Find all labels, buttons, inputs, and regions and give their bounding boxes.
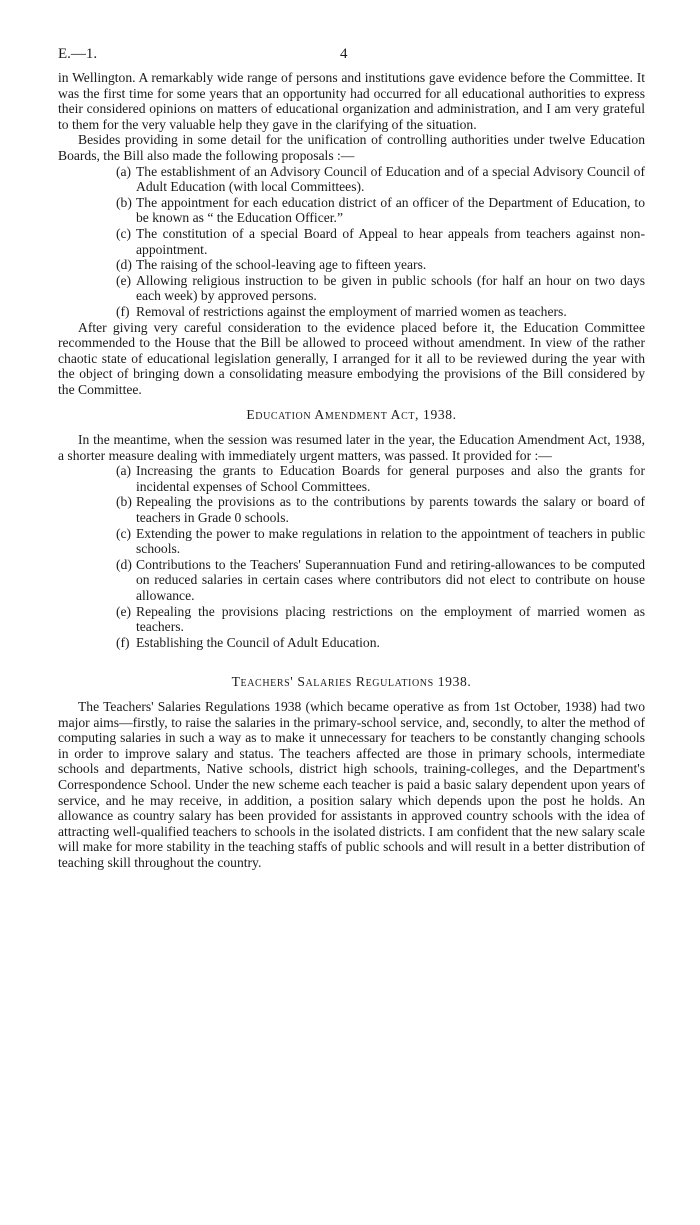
item-label: (a)	[116, 463, 132, 479]
list-item	[58, 164, 645, 195]
item-text: Repealing the provisions as to the contributions by parents towards the salary or board of teachers in Grade 0 schools.	[136, 494, 645, 526]
list-item	[58, 226, 645, 257]
list-item	[58, 273, 645, 304]
item-text: The appointment for each education district of an officer of the Department of Education, to be known as “ the Education Officer.”	[136, 194, 645, 226]
item-text: Contributions to the Teachers' Superannuation Fund and retiring-allowances to be computed on reduced salaries in certain cases where contributors did not elect to contribute on house allowance.	[136, 556, 645, 603]
item-label: (c)	[116, 225, 132, 241]
item-label: (f)	[116, 303, 130, 319]
list-item	[58, 557, 645, 604]
act-provisions-list	[58, 463, 645, 650]
list-item	[58, 494, 645, 525]
section-heading-amendment-act: Education Amendment Act, 1938.	[246, 407, 457, 423]
list-item	[58, 635, 645, 651]
item-text: The establishment of an Advisory Council of Education and of a special Advisory Council of Adult Education (with local Committees).	[136, 163, 645, 195]
list-item	[58, 257, 645, 273]
item-text: Increasing the grants to Education Boards for general purposes and also the grants for incidental expenses of School Committees.	[136, 463, 645, 494]
list-item	[58, 463, 645, 494]
paragraph-1: in Wellington. A remarkably wide range of persons and institutions gave evidence before the Committee. It was the first time for some years that an opportunity had occurred for all educational authorities to express their considered opinions on matters of educational organization and administration, and I am very grateful to them for the very valuable help they gave in the clarifying of the situation.	[58, 70, 645, 132]
list-item	[58, 526, 645, 557]
paragraph-2: Besides providing in some detail for the unification of controlling authorities under twelve Education Boards, the Bill also made the following proposals :—	[58, 132, 645, 163]
item-label: (d)	[116, 257, 132, 273]
item-text: The constitution of a special Board of Appeal to hear appeals from teachers against non-appointment.	[136, 225, 645, 257]
item-label: (b)	[116, 494, 132, 510]
item-label: (a)	[116, 163, 132, 179]
bill-proposals-list	[58, 164, 645, 320]
item-text: Repealing the provisions placing restrictions on the employment of married women as teachers.	[136, 603, 645, 635]
paragraph-3: After giving very careful consideration to the evidence placed before it, the Education Committee recommended to the House that the Bill be allowed to proceed without amendment. In view of the rather chaotic state of educational legislation generally, I arranged for it all to be reviewed during the year with the object of bringing down a consolidating measure embodying the provisions of the Bill considered by the Committee.	[58, 319, 645, 397]
item-label: (f)	[116, 634, 130, 650]
paragraph-5: The Teachers' Salaries Regulations 1938 (which became operative as from 1st October, 1938) had two major aims—firstly, to raise the salaries in the primary-school service, and, secondly, to alter the method of computing salaries in such a way as to make it unnecessary for teachers to be constantly changing schools in order to improve salary and status. The teachers affected are those in primary schools, intermediate schools and departments, Native schools, district high schools, training-colleges, and the Department's Correspondence School. Under the new scheme each teacher is paid a basic salary dependent upon years of service, and he may receive, in addition, a position salary which depends upon the post he holds. An allowance as country salary has been provided for assistants in approved country schools with the idea of attracting well-qualified teachers to schools in the isolated districts. I am confident that the new salary scale will make for more stability in the teaching staffs of public schools and will result in a better distribution of teaching skill throughout the country.	[58, 698, 645, 870]
list-item	[58, 604, 645, 635]
list-item	[58, 195, 645, 226]
item-label: (b)	[116, 194, 132, 210]
item-label: (c)	[116, 525, 132, 541]
section-heading-salaries-regulations: Teachers' Salaries Regulations 1938.	[231, 674, 472, 690]
item-text: Extending the power to make regulations in relation to the appointment of teachers in public schools.	[136, 525, 645, 557]
item-text: Allowing religious instruction to be given in public schools (for half an hour on two days each week) by approved persons.	[136, 272, 645, 304]
page-number: 4	[340, 46, 348, 62]
item-text: The raising of the school-leaving age to fifteen years.	[136, 257, 427, 273]
paragraph-4: In the meantime, when the session was resumed later in the year, the Education Amendment Act, 1938, a shorter measure dealing with immediately urgent matters, was passed. It provided for :—	[58, 432, 645, 463]
item-label: (e)	[116, 603, 132, 619]
item-text: Removal of restrictions against the employment of married women as teachers.	[136, 303, 567, 319]
item-label: (d)	[116, 556, 132, 572]
page-header	[58, 40, 645, 70]
list-item	[58, 304, 645, 320]
item-text: Establishing the Council of Adult Education.	[136, 634, 380, 650]
item-label: (e)	[116, 272, 132, 288]
document-code: E.—1.	[58, 46, 98, 62]
